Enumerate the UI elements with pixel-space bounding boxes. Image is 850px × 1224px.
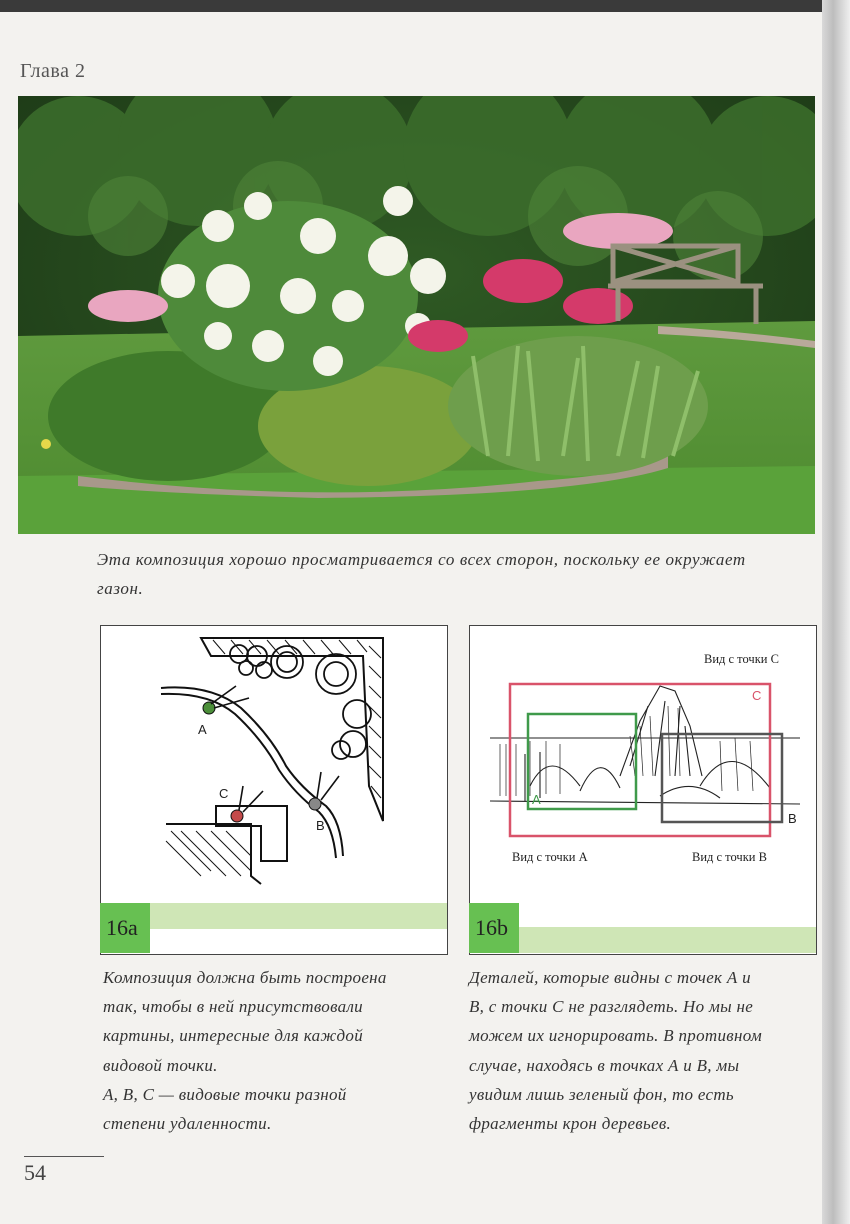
label-view-a: Вид с точки А <box>512 850 588 864</box>
frame-view-b <box>662 734 782 822</box>
figure-16a <box>100 625 448 955</box>
photo-caption: Эта композиция хорошо просматривается со всех сторон, поскольку ее окружает газон. <box>97 550 746 598</box>
book-gutter <box>822 0 850 1224</box>
caption-16b <box>469 963 821 1138</box>
frame-view-c <box>510 684 770 836</box>
frame-letter-c: C <box>752 688 762 703</box>
text-line: степени удаленности. <box>103 1114 272 1134</box>
label-view-b: Вид с точки В <box>692 850 767 864</box>
figure-caption-band <box>470 927 816 953</box>
text-line: увидим лишь зеленый фон, то есть <box>469 1084 734 1104</box>
caption-16a <box>103 963 443 1138</box>
frame-letter-a: A <box>532 792 541 807</box>
frame-letter-b: B <box>788 811 797 826</box>
text-line: фрагменты крон деревьев. <box>469 1114 672 1134</box>
figure-tag-16b: 16b <box>469 903 519 953</box>
text-line: видовой точки. <box>103 1055 218 1075</box>
page-number: 54 <box>24 1160 46 1185</box>
figure-tag-16a: 16a <box>100 903 150 953</box>
garden-photo <box>18 96 815 534</box>
figure-16b <box>469 625 817 955</box>
running-head: Глава 2 <box>20 60 86 82</box>
viewpoint-letter-b: B <box>316 818 325 833</box>
viewpoint-frames-drawing <box>470 626 816 954</box>
figure-caption-band <box>101 903 447 929</box>
text-line: В, с точки С не разглядеть. Но мы не <box>469 997 754 1017</box>
text-line: случае, находясь в точках А и В, мы <box>469 1055 740 1075</box>
text-line: Композиция должна быть построена <box>103 968 387 987</box>
text-line: A, B, C — видовые точки разной <box>103 1084 347 1104</box>
viewpoint-letter-c: C <box>219 786 229 801</box>
text-line: картины, интересные для каждой <box>103 1026 363 1046</box>
viewpoint-letter-a: A <box>198 722 207 737</box>
frame-view-a <box>528 714 636 809</box>
folio-rule <box>24 1156 104 1157</box>
text-line: можем их игнорировать. В противном <box>469 1026 762 1046</box>
garden-photo-illustration <box>18 96 815 534</box>
text-line: Деталей, которые видны с точек А и <box>469 968 751 987</box>
label-view-c: Вид с точки С <box>704 652 779 666</box>
text-line: так, чтобы в ней присутствовали <box>103 997 363 1017</box>
scan-edge <box>0 0 850 12</box>
